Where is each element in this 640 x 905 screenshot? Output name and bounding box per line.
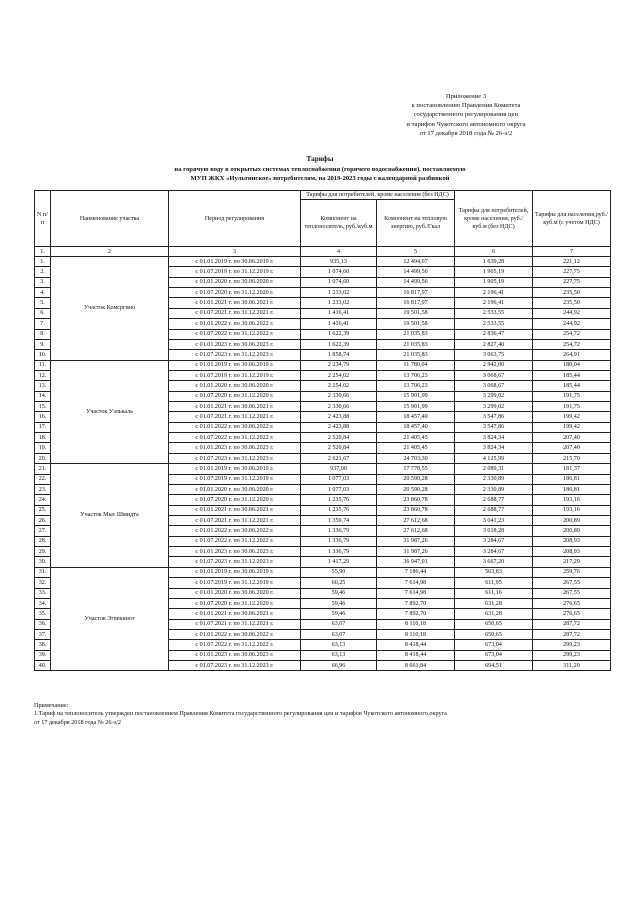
energy-component-cell: 21 035,83 <box>377 329 455 339</box>
tariff-population-cell: 208,93 <box>533 547 611 557</box>
energy-component-cell: 19 501,58 <box>377 308 455 318</box>
tariff-non-population-cell: 2 196,41 <box>455 288 533 298</box>
appendix-line: от 17 декабря 2018 года № 26-э/2 <box>419 129 513 137</box>
row-number: 30. <box>35 557 51 567</box>
tariff-population-cell: 208,93 <box>533 536 611 546</box>
carrier-component-cell: 1 336,79 <box>301 526 377 536</box>
appendix-line: к постановлению Правления Комитета <box>411 102 521 110</box>
row-number: 12. <box>35 370 51 380</box>
tariff-non-population-cell: 1 905,19 <box>455 267 533 277</box>
tariff-non-population-cell: 1 905,19 <box>455 277 533 287</box>
tariff-population-cell: 287,72 <box>533 629 611 639</box>
tariff-non-population-cell: 2 836,47 <box>455 329 533 339</box>
tariff-population-cell: 244,92 <box>533 319 611 329</box>
tariff-non-population-cell: 3 068,67 <box>455 370 533 380</box>
tariff-non-population-cell: 4 125,99 <box>455 453 533 463</box>
tariff-population-cell: 267,55 <box>533 588 611 598</box>
tariff-non-population-cell: 650,65 <box>455 619 533 629</box>
tariff-population-cell: 264,91 <box>533 350 611 360</box>
carrier-component-cell: 1 622,39 <box>301 339 377 349</box>
tariff-non-population-cell: 3 041,23 <box>455 515 533 525</box>
period-cell: с 01.01.2022 г. по 30.06.2022 г. <box>169 422 301 432</box>
period-cell: с 01.01.2019 г. по 30.06.2019 г. <box>169 567 301 577</box>
carrier-component-cell: 1 336,79 <box>301 547 377 557</box>
energy-component-cell: 24 703,30 <box>377 453 455 463</box>
row-number: 14. <box>35 391 51 401</box>
period-cell: с 01.01.2023 г. по 30.06.2023 г. <box>169 547 301 557</box>
tariff-non-population-cell: 3 068,67 <box>455 381 533 391</box>
energy-component-cell: 11 780,04 <box>377 360 455 370</box>
tariff-population-cell: 200,89 <box>533 526 611 536</box>
appendix-line: и тарифов Чукотского автономного округа <box>406 120 526 128</box>
row-number: 9. <box>35 339 51 349</box>
carrier-component-cell: 63,13 <box>301 640 377 650</box>
carrier-component-cell: 1 416,41 <box>301 308 377 318</box>
period-cell: с 01.01.2022 г. по 30.06.2022 г. <box>169 319 301 329</box>
header-group: Тарифы для потребителей, кроме населения (без НДС) <box>301 191 455 200</box>
energy-component-cell: 31 987,26 <box>377 547 455 557</box>
row-number: 18. <box>35 433 51 443</box>
energy-component-cell: 7 614,98 <box>377 578 455 588</box>
tariff-population-cell: 267,55 <box>533 578 611 588</box>
period-cell: с 01.07.2022 г. по 31.12.2022 г. <box>169 536 301 546</box>
tariff-non-population-cell: 3 667,20 <box>455 557 533 567</box>
energy-component-cell: 20 590,28 <box>377 474 455 484</box>
tariff-non-population-cell: 673,04 <box>455 640 533 650</box>
energy-component-cell: 17 778,55 <box>377 464 455 474</box>
tariff-population-cell: 199,42 <box>533 422 611 432</box>
carrier-component-cell: 2 330,66 <box>301 391 377 401</box>
tariff-population-cell: 235,50 <box>533 298 611 308</box>
carrier-component-cell: 1 233,02 <box>301 288 377 298</box>
tariff-population-cell: 186,81 <box>533 484 611 494</box>
row-number: 2. <box>35 267 51 277</box>
energy-component-cell: 18 457,40 <box>377 422 455 432</box>
column-number: 2 <box>51 247 169 257</box>
carrier-component-cell: 1 359,74 <box>301 515 377 525</box>
carrier-component-cell: 1 416,41 <box>301 319 377 329</box>
energy-component-cell: 13 706,23 <box>377 370 455 380</box>
energy-component-cell: 31 987,26 <box>377 536 455 546</box>
row-number: 17. <box>35 422 51 432</box>
tariff-non-population-cell: 3 018,28 <box>455 526 533 536</box>
row-number: 35. <box>35 609 51 619</box>
tariff-non-population-cell: 563,83 <box>455 567 533 577</box>
tariff-non-population-cell: 3 547,86 <box>455 422 533 432</box>
carrier-component-cell: 2 330,66 <box>301 402 377 412</box>
energy-component-cell: 8 110,18 <box>377 629 455 639</box>
period-cell: с 01.01.2023 г. по 30.06.2023 г. <box>169 650 301 660</box>
energy-component-cell: 14 499,56 <box>377 267 455 277</box>
appendix-line: государственного регулирования цен <box>414 111 518 119</box>
tariff-population-cell: 254,72 <box>533 339 611 349</box>
row-number: 40. <box>35 661 51 671</box>
carrier-component-cell: 1 233,02 <box>301 298 377 308</box>
header-tariff-non-population: Тарифы для потребителей, кроме населения, руб./куб.м (без НДС) <box>455 191 533 247</box>
carrier-component-cell: 59,46 <box>301 598 377 608</box>
section-name: Участок Комсргино <box>51 257 169 361</box>
row-number: 24. <box>35 495 51 505</box>
tariff-non-population-cell: 2 330,89 <box>455 474 533 484</box>
row-number: 21. <box>35 464 51 474</box>
carrier-component-cell: 2 520,84 <box>301 433 377 443</box>
footnote-line: от 17 декабря 2018 года № 26-э/2 <box>34 718 122 726</box>
tariff-non-population-cell: 694,51 <box>455 661 533 671</box>
tariff-non-population-cell: 2 533,55 <box>455 308 533 318</box>
period-cell: с 01.07.2020 г. по 31.12.2020 г. <box>169 391 301 401</box>
period-cell: с 01.01.2021 г. по 30.06.2021 г. <box>169 505 301 515</box>
energy-component-cell: 16 817,97 <box>377 298 455 308</box>
appendix-line: Приложение 3 <box>445 93 487 100</box>
period-cell: с 01.07.2019 г. по 31.12.2019 г. <box>169 474 301 484</box>
section-name: Участок Уэлькаль <box>51 360 169 464</box>
energy-component-cell: 36 947,01 <box>377 557 455 567</box>
carrier-component-cell: 55,90 <box>301 567 377 577</box>
row-number: 26. <box>35 515 51 525</box>
energy-component-cell: 21 405,45 <box>377 443 455 453</box>
energy-component-cell: 15 901,99 <box>377 402 455 412</box>
row-number: 5. <box>35 298 51 308</box>
period-cell: с 01.07.2021 г. по 31.12.2021 г. <box>169 412 301 422</box>
energy-component-cell: 12 494,07 <box>377 257 455 267</box>
tariff-non-population-cell: 3 284,67 <box>455 547 533 557</box>
row-number: 32. <box>35 578 51 588</box>
energy-component-cell: 15 901,99 <box>377 391 455 401</box>
energy-component-cell: 23 860,78 <box>377 505 455 515</box>
tariff-non-population-cell: 1 639,28 <box>455 257 533 267</box>
tariff-population-cell: 299,23 <box>533 650 611 660</box>
column-number: 7 <box>533 247 611 257</box>
carrier-component-cell: 59,46 <box>301 609 377 619</box>
tariff-non-population-cell: 2 942,00 <box>455 360 533 370</box>
tariff-population-cell: 181,37 <box>533 464 611 474</box>
row-number: 38. <box>35 640 51 650</box>
period-cell: с 01.07.2021 г. по 31.12.2021 г. <box>169 308 301 318</box>
energy-component-cell: 14 499,56 <box>377 277 455 287</box>
tariff-non-population-cell: 631,28 <box>455 609 533 619</box>
table-row <box>35 464 611 474</box>
period-cell: с 01.07.2023 г. по 31.12.2023 г. <box>169 453 301 463</box>
period-cell: с 01.01.2020 г. по 30.06.2020 г. <box>169 277 301 287</box>
carrier-component-cell: 1 622,39 <box>301 329 377 339</box>
carrier-component-cell: 1 074,60 <box>301 267 377 277</box>
carrier-component-cell: 2 520,84 <box>301 443 377 453</box>
footnote-heading: Примечание: <box>34 702 69 709</box>
energy-component-cell: 7 892,70 <box>377 598 455 608</box>
row-number: 3. <box>35 277 51 287</box>
energy-component-cell: 8 661,84 <box>377 661 455 671</box>
tariff-population-cell: 221,12 <box>533 257 611 267</box>
tariff-non-population-cell: 3 824,34 <box>455 443 533 453</box>
period-cell: с 01.07.2022 г. по 31.12.2022 г. <box>169 433 301 443</box>
header-tariff-population: Тарифы для населения,руб./куб.м (с учетом НДС) <box>533 191 611 247</box>
tariff-population-cell: 227,75 <box>533 267 611 277</box>
tariff-population-cell: 207,40 <box>533 443 611 453</box>
footnote-line: 1.Тариф на теплоноситель утвержден постановлением Правления Комитета государственного регулирования цен и тарифов Чукотского автономного округа <box>34 710 447 718</box>
carrier-component-cell: 1 336,79 <box>301 536 377 546</box>
row-number: 1. <box>35 257 51 267</box>
energy-component-cell: 7 892,70 <box>377 609 455 619</box>
tariff-non-population-cell: 3 063,75 <box>455 350 533 360</box>
period-cell: с 01.01.2022 г. по 30.06.2022 г. <box>169 526 301 536</box>
tariff-non-population-cell: 2 089,31 <box>455 464 533 474</box>
row-number: 13. <box>35 381 51 391</box>
carrier-component-cell: 63,07 <box>301 629 377 639</box>
period-cell: с 01.01.2020 г. по 30.06.2020 г. <box>169 588 301 598</box>
tariff-population-cell: 235,50 <box>533 288 611 298</box>
tariff-non-population-cell: 2 688,77 <box>455 505 533 515</box>
period-cell: с 01.07.2022 г. по 31.12.2022 г. <box>169 329 301 339</box>
energy-component-cell: 8 110,18 <box>377 619 455 629</box>
period-cell: с 01.07.2021 г. по 31.12.2021 г. <box>169 515 301 525</box>
tariff-non-population-cell: 2 330,89 <box>455 484 533 494</box>
row-number: 6. <box>35 308 51 318</box>
table-row <box>35 257 611 267</box>
tariff-non-population-cell: 650,65 <box>455 629 533 639</box>
tariff-population-cell: 299,23 <box>533 640 611 650</box>
carrier-component-cell: 1 417,29 <box>301 557 377 567</box>
period-cell: с 01.07.2020 г. по 31.12.2020 г. <box>169 495 301 505</box>
period-cell: с 01.01.2023 г. по 30.06.2023 г. <box>169 339 301 349</box>
table-row <box>35 360 611 370</box>
row-number: 11. <box>35 360 51 370</box>
footnote <box>34 702 614 727</box>
tariff-non-population-cell: 3 299,02 <box>455 391 533 401</box>
period-cell: с 01.07.2020 г. по 31.12.2020 г. <box>169 598 301 608</box>
tariff-population-cell: 193,16 <box>533 505 611 515</box>
carrier-component-cell: 1 858,74 <box>301 350 377 360</box>
tariff-population-cell: 186,81 <box>533 474 611 484</box>
column-number: 5 <box>377 247 455 257</box>
table-row <box>35 567 611 577</box>
carrier-component-cell: 2 423,88 <box>301 422 377 432</box>
row-number: 28. <box>35 536 51 546</box>
carrier-component-cell: 66,96 <box>301 661 377 671</box>
energy-component-cell: 27 612,68 <box>377 526 455 536</box>
row-number: 31. <box>35 567 51 577</box>
energy-component-cell: 21 035,83 <box>377 339 455 349</box>
carrier-component-cell: 1 074,60 <box>301 277 377 287</box>
carrier-component-cell: 935,13 <box>301 257 377 267</box>
tariff-non-population-cell: 3 284,67 <box>455 536 533 546</box>
tariff-population-cell: 254,72 <box>533 329 611 339</box>
energy-component-cell: 21 405,45 <box>377 433 455 443</box>
row-number: 25. <box>35 505 51 515</box>
column-numbers-row <box>35 247 611 257</box>
row-number: 19. <box>35 443 51 453</box>
tariff-population-cell: 217,29 <box>533 557 611 567</box>
row-number: 36. <box>35 619 51 629</box>
carrier-component-cell: 1 235,76 <box>301 495 377 505</box>
energy-component-cell: 13 706,23 <box>377 381 455 391</box>
row-number: 39. <box>35 650 51 660</box>
tariff-non-population-cell: 2 688,77 <box>455 495 533 505</box>
tariff-population-cell: 244,92 <box>533 308 611 318</box>
carrier-component-cell: 2 423,88 <box>301 412 377 422</box>
period-cell: с 01.01.2022 г. по 30.06.2022 г. <box>169 629 301 639</box>
energy-component-cell: 18 457,40 <box>377 412 455 422</box>
header-num: N п/п <box>35 191 51 247</box>
period-cell: с 01.01.2019 г. по 30.06.2019 г. <box>169 360 301 370</box>
tariff-population-cell: 311,20 <box>533 661 611 671</box>
energy-component-cell: 8 418,44 <box>377 650 455 660</box>
energy-component-cell: 27 612,68 <box>377 515 455 525</box>
carrier-component-cell: 1 235,76 <box>301 505 377 515</box>
row-number: 15. <box>35 402 51 412</box>
title-line: МУП ЖКХ «Иультинское» потребителям, на 2019-2023 годы с календарной разбивкой <box>190 175 450 182</box>
tariff-population-cell: 185,44 <box>533 370 611 380</box>
column-number: 6 <box>455 247 533 257</box>
tariff-table <box>34 190 611 671</box>
section-name: Участок Мыс Шмидта <box>51 464 169 568</box>
header-section: Наименование участка <box>51 191 169 247</box>
row-number: 23. <box>35 484 51 494</box>
period-cell: с 01.07.2023 г. по 31.12.2023 г. <box>169 557 301 567</box>
energy-component-cell: 16 817,97 <box>377 288 455 298</box>
row-number: 20. <box>35 453 51 463</box>
carrier-component-cell: 2 254,02 <box>301 381 377 391</box>
header-component-energy: Компонент на тепловую энергию, руб./Гкал <box>377 200 455 247</box>
row-number: 16. <box>35 412 51 422</box>
period-cell: с 01.07.2021 г. по 31.12.2021 г. <box>169 619 301 629</box>
carrier-component-cell: 60,25 <box>301 578 377 588</box>
period-cell: с 01.01.2021 г. по 30.06.2021 г. <box>169 609 301 619</box>
period-cell: с 01.07.2022 г. по 31.12.2022 г. <box>169 640 301 650</box>
period-cell: с 01.01.2020 г. по 30.06.2020 г. <box>169 381 301 391</box>
energy-component-cell: 21 035,83 <box>377 350 455 360</box>
table-body <box>35 257 611 671</box>
column-number: 1. <box>35 247 51 257</box>
energy-component-cell: 8 418,44 <box>377 640 455 650</box>
row-number: 34. <box>35 598 51 608</box>
tariff-population-cell: 180,04 <box>533 360 611 370</box>
row-number: 8. <box>35 329 51 339</box>
row-number: 4. <box>35 288 51 298</box>
title-line: на горячую воду в открытых системах теплоснабжения (горячего водоснабжения), поставляемую <box>174 166 466 173</box>
tariff-population-cell: 199,42 <box>533 412 611 422</box>
period-cell: с 01.07.2019 г. по 31.12.2019 г. <box>169 267 301 277</box>
energy-component-cell: 7 186,44 <box>377 567 455 577</box>
energy-component-cell: 20 590,28 <box>377 484 455 494</box>
tariff-non-population-cell: 2 827,40 <box>455 339 533 349</box>
period-cell: с 01.01.2021 г. по 30.06.2021 г. <box>169 298 301 308</box>
row-number: 10. <box>35 350 51 360</box>
energy-component-cell: 23 860,78 <box>377 495 455 505</box>
row-number: 7. <box>35 319 51 329</box>
period-cell: с 01.07.2020 г. по 31.12.2020 г. <box>169 288 301 298</box>
tariff-non-population-cell: 2 533,55 <box>455 319 533 329</box>
document-title <box>100 155 540 183</box>
carrier-component-cell: 1 077,03 <box>301 474 377 484</box>
period-cell: с 01.07.2023 г. по 31.12.2023 г. <box>169 661 301 671</box>
section-name: Участок Эгвекинот <box>51 567 169 671</box>
header-component-carrier: Компонент на теплоноситель, руб./куб.м <box>301 200 377 247</box>
row-number: 29. <box>35 547 51 557</box>
tariff-population-cell: 287,72 <box>533 619 611 629</box>
energy-component-cell: 19 501,58 <box>377 319 455 329</box>
tariff-population-cell: 185,44 <box>533 381 611 391</box>
tariff-non-population-cell: 3 547,86 <box>455 412 533 422</box>
column-number: 3 <box>169 247 301 257</box>
tariff-non-population-cell: 631,28 <box>455 598 533 608</box>
carrier-component-cell: 1 077,03 <box>301 484 377 494</box>
period-cell: с 01.07.2019 г. по 31.12.2019 г. <box>169 370 301 380</box>
tariff-non-population-cell: 673,04 <box>455 650 533 660</box>
period-cell: с 01.01.2021 г. по 30.06.2021 г. <box>169 402 301 412</box>
period-cell: с 01.07.2023 г. по 31.12.2023 г. <box>169 350 301 360</box>
tariff-population-cell: 215,70 <box>533 453 611 463</box>
carrier-component-cell: 2 254,02 <box>301 370 377 380</box>
carrier-component-cell: 63,13 <box>301 650 377 660</box>
title-heading: Тарифы <box>306 155 334 163</box>
tariff-population-cell: 259,76 <box>533 567 611 577</box>
carrier-component-cell: 2 621,67 <box>301 453 377 463</box>
tariff-population-cell: 191,75 <box>533 391 611 401</box>
tariff-non-population-cell: 611,16 <box>455 588 533 598</box>
tariff-population-cell: 200,89 <box>533 515 611 525</box>
appendix-block <box>356 92 576 138</box>
tariff-population-cell: 227,75 <box>533 277 611 287</box>
row-number: 27. <box>35 526 51 536</box>
row-number: 33. <box>35 588 51 598</box>
carrier-component-cell: 59,46 <box>301 588 377 598</box>
tariff-non-population-cell: 2 196,41 <box>455 298 533 308</box>
period-cell: с 01.01.2020 г. по 30.06.2020 г. <box>169 484 301 494</box>
carrier-component-cell: 937,00 <box>301 464 377 474</box>
tariff-non-population-cell: 3 824,34 <box>455 433 533 443</box>
carrier-component-cell: 63,07 <box>301 619 377 629</box>
carrier-component-cell: 2 234,79 <box>301 360 377 370</box>
period-cell: с 01.01.2019 г. по 30.06.2019 г. <box>169 464 301 474</box>
row-number: 22. <box>35 474 51 484</box>
tariff-non-population-cell: 611,95 <box>455 578 533 588</box>
period-cell: с 01.01.2023 г. по 30.06.2023 г. <box>169 443 301 453</box>
tariff-population-cell: 207,40 <box>533 433 611 443</box>
row-number: 37. <box>35 629 51 639</box>
period-cell: с 01.01.2019 г. по 30.06.2019 г. <box>169 257 301 267</box>
energy-component-cell: 7 614,98 <box>377 588 455 598</box>
tariff-population-cell: 276,65 <box>533 598 611 608</box>
tariff-population-cell: 276,65 <box>533 609 611 619</box>
tariff-non-population-cell: 3 299,02 <box>455 402 533 412</box>
tariff-population-cell: 191,75 <box>533 402 611 412</box>
header-period: Период регулирования <box>169 191 301 247</box>
period-cell: с 01.07.2019 г. по 31.12.2019 г. <box>169 578 301 588</box>
tariff-population-cell: 193,16 <box>533 495 611 505</box>
column-number: 4 <box>301 247 377 257</box>
